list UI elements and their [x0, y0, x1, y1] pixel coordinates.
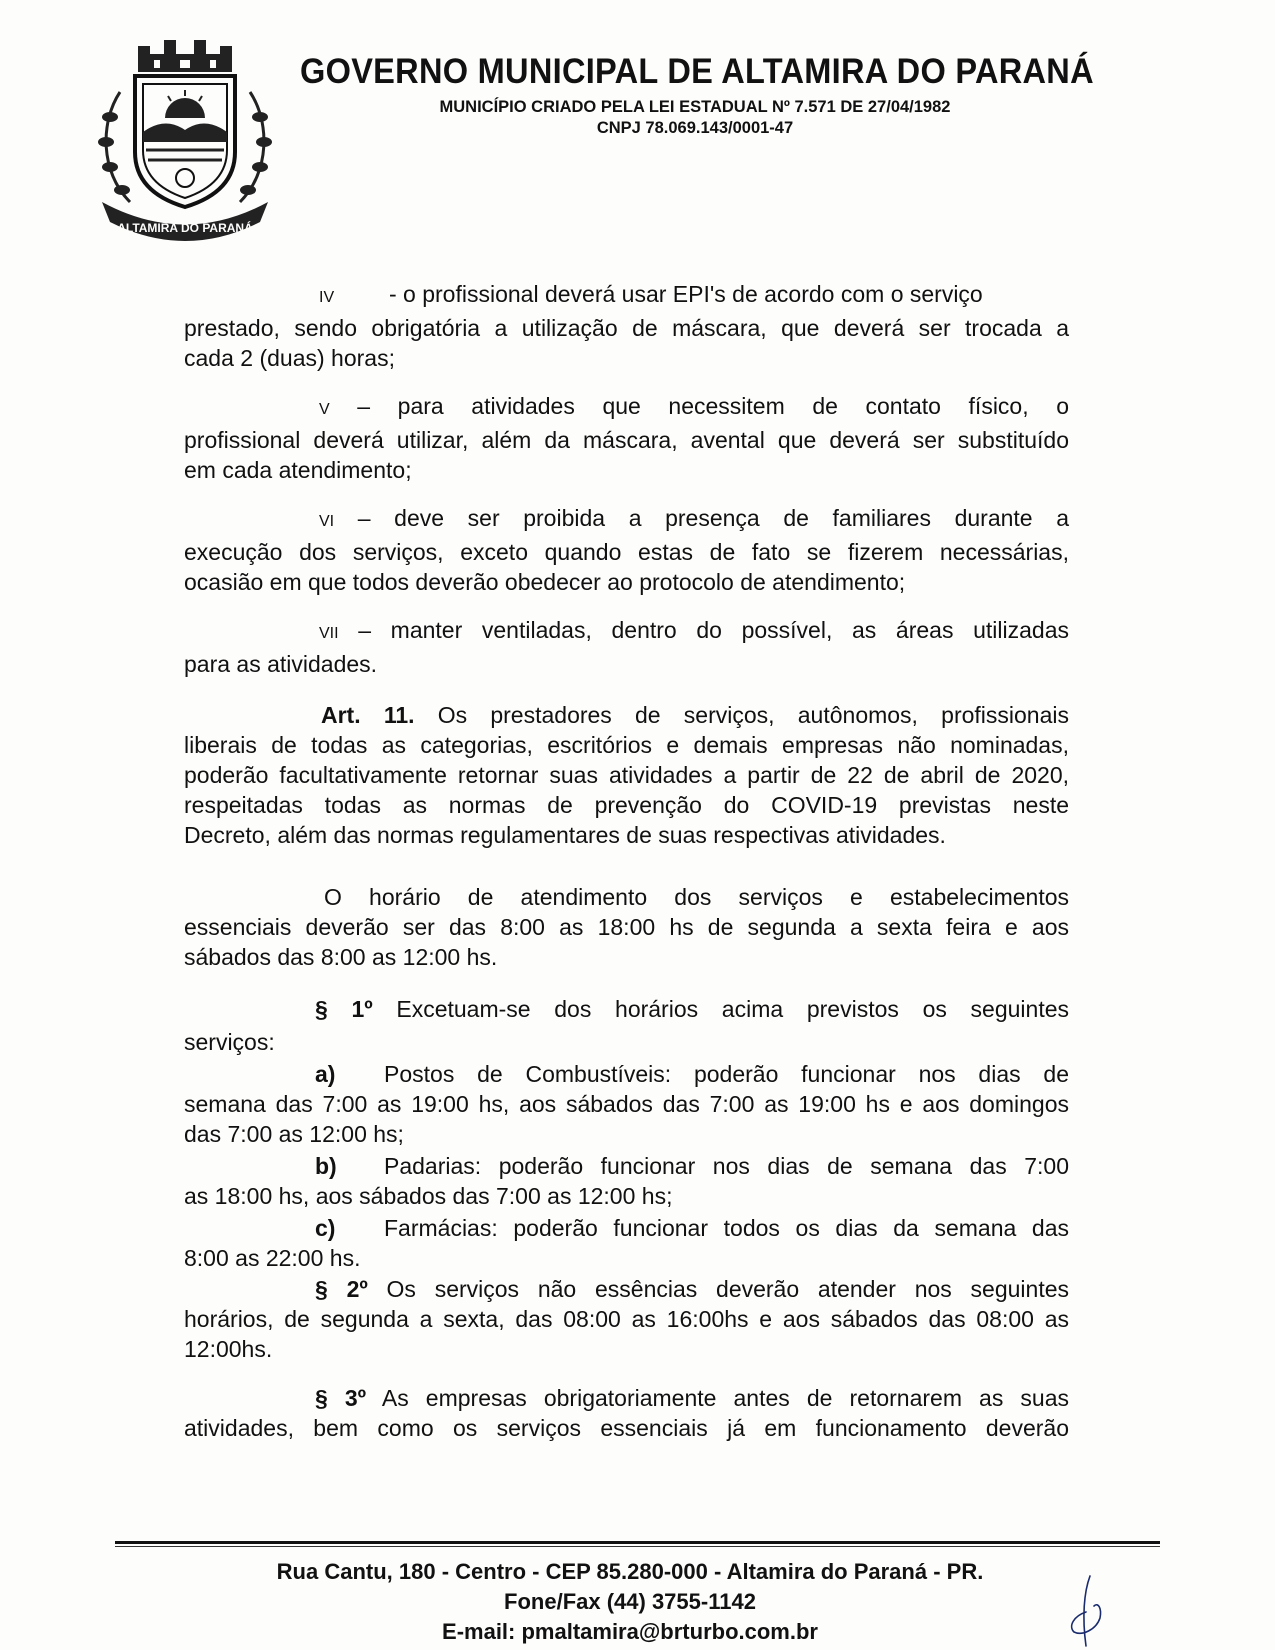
item-vi	[184, 503, 1069, 597]
paragraph-2-line3: 12:00hs.	[184, 1336, 273, 1362]
paragraph-3-line2: atividades, bem como os serviços essenciais já em funcionamento deverão	[184, 1415, 1069, 1441]
crest-ribbon-text: ALTAMIRA DO PARANÁ	[117, 221, 253, 235]
item-vii-label: VII	[319, 625, 339, 642]
paragraph-2-line2: horários, de segunda a sexta, das 08:00 as 16:00hs e aos sábados das 08:00 as	[184, 1306, 1069, 1332]
item-a-line3: das 7:00 as 12:00 hs;	[184, 1121, 404, 1147]
item-iv	[184, 279, 1069, 373]
item-v-label: V	[319, 401, 330, 418]
header-subtitle	[300, 97, 1090, 139]
paragraph-2-label: § 2º	[315, 1276, 368, 1302]
item-b	[184, 1151, 1069, 1211]
paragraph-3	[184, 1383, 1069, 1443]
item-c-label: c)	[315, 1215, 336, 1241]
item-a-label: a)	[315, 1061, 336, 1087]
article-11-line4: respeitadas todas as normas de prevenção do COVID-19 previstas neste	[184, 792, 1069, 818]
item-a-line1: Postos de Combustíveis: poderão funcionar nos dias de	[384, 1061, 1069, 1087]
item-v-line2: profissional deverá utilizar, além da máscara, avental que deverá ser substituído	[184, 427, 1069, 453]
handwritten-initial-signature	[1060, 1572, 1120, 1650]
footer-divider-thin	[115, 1546, 1160, 1547]
footer-address: Rua Cantu, 180 - Centro - CEP 85.280-000 - Altamira do Paraná - PR.	[276, 1559, 984, 1584]
footer-divider	[115, 1541, 1160, 1544]
paragraph-3-label: § 3º	[315, 1385, 367, 1411]
item-vii-line1: – manter ventiladas, dentro do possível, as áreas utilizadas	[358, 617, 1070, 643]
paragraph-2-line1: Os serviços não essências deverão atender nos seguintes	[386, 1276, 1070, 1302]
paragraph-1	[184, 994, 1069, 1057]
paragraph-1-label: § 1º	[315, 996, 373, 1022]
opening-hours-line1: O horário de atendimento dos serviços e estabelecimentos	[324, 884, 1069, 910]
item-b-line1: Padarias: poderão funcionar nos dias de semana das 7:00	[384, 1153, 1069, 1179]
opening-hours-paragraph	[184, 882, 1069, 972]
item-vi-line2: execução dos serviços, exceto quando estas de fato se fizerem necessárias,	[184, 539, 1069, 565]
item-iv-line3: cada 2 (duas) horas;	[184, 345, 395, 371]
article-11-line5: Decreto, além das normas regulamentares de suas respectivas atividades.	[184, 822, 946, 848]
footer-contact	[200, 1557, 1060, 1647]
item-a	[184, 1059, 1069, 1149]
item-vi-line3: ocasião em que todos deverão obedecer ao protocolo de atendimento;	[184, 569, 906, 595]
article-11	[184, 700, 1069, 850]
opening-hours-line2: essenciais deverão ser das 8:00 as 18:00 hs de segunda a sexta feira e aos	[184, 914, 1069, 940]
article-11-line2: liberais de todas as categorias, escritórios e demais empresas não nominadas,	[184, 732, 1069, 758]
item-vii-line2: para as atividades.	[184, 651, 378, 677]
paragraph-1-line2: serviços:	[184, 1029, 275, 1055]
header-title: GOVERNO MUNICIPAL DE ALTAMIRA DO PARANÁ	[300, 52, 1094, 91]
paragraph-2	[184, 1274, 1069, 1364]
item-v	[184, 391, 1069, 485]
item-c-line1: Farmácias: poderão funcionar todos os dias da semana das	[384, 1215, 1069, 1241]
item-vii	[184, 615, 1069, 679]
item-iv-line1: - o profissional deverá usar EPI's de acordo com o serviço	[389, 281, 983, 307]
footer-phone: Fone/Fax (44) 3755-1142	[504, 1589, 756, 1614]
header-law-line: MUNICÍPIO CRIADO PELA LEI ESTADUAL Nº 7.571 DE 27/04/1982	[439, 98, 951, 116]
item-b-label: b)	[315, 1153, 337, 1179]
paragraph-1-line1: Excetuam-se dos horários acima previstos os seguintes	[396, 996, 1069, 1022]
article-11-label: Art. 11.	[321, 702, 415, 728]
item-iv-label: IV	[319, 289, 335, 306]
paragraph-3-line1: As empresas obrigatoriamente antes de retornarem as suas	[381, 1385, 1070, 1411]
municipal-crest-logo	[80, 32, 290, 242]
item-c-line2: 8:00 as 22:00 hs.	[184, 1245, 361, 1271]
item-iv-line2: prestado, sendo obrigatória a utilização de máscara, que deverá ser trocada a	[184, 315, 1069, 341]
item-v-line3: em cada atendimento;	[184, 457, 412, 483]
item-vi-label: VI	[319, 513, 335, 530]
item-v-line1: – para atividades que necessitem de contato físico, o	[357, 393, 1069, 419]
opening-hours-line3: sábados das 8:00 as 12:00 hs.	[184, 944, 498, 970]
article-11-line1: Os prestadores de serviços, autônomos, profissionais	[437, 702, 1069, 728]
item-c	[184, 1213, 1069, 1273]
item-vi-line1: – deve ser proibida a presença de familiares durante a	[357, 505, 1069, 531]
article-11-line3: poderão facultativamente retornar suas atividades a partir de 22 de abril de 2020,	[184, 762, 1069, 788]
item-b-line2: as 18:00 hs, aos sábados das 7:00 as 12:00 hs;	[184, 1183, 673, 1209]
item-a-line2: semana das 7:00 as 19:00 hs, aos sábados das 7:00 as 19:00 hs e aos domingos	[184, 1091, 1069, 1117]
footer-email: E-mail: pmaltamira@brturbo.com.br	[442, 1619, 818, 1644]
header-cnpj-line: CNPJ 78.069.143/0001-47	[596, 119, 794, 137]
